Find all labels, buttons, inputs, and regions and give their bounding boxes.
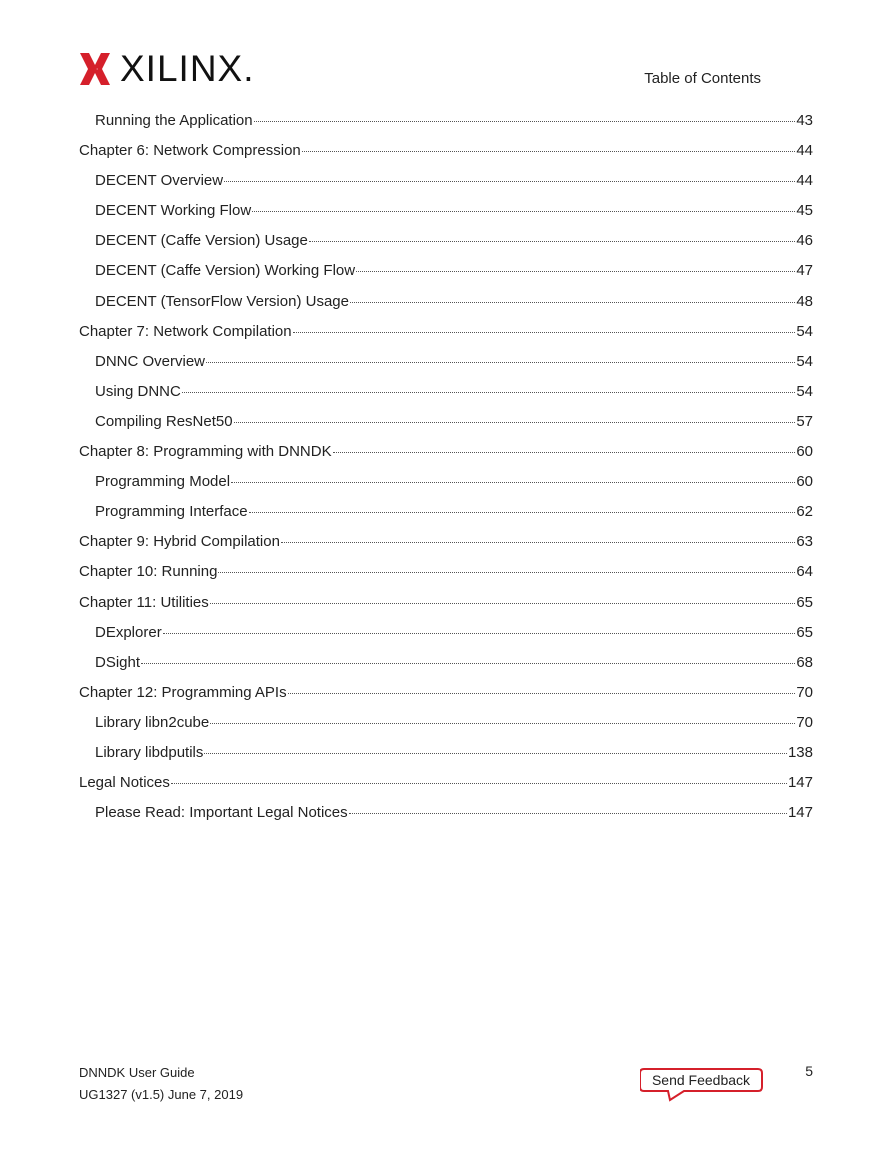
toc-entry-page[interactable]: 65	[796, 593, 813, 611]
toc-entry-page[interactable]: 60	[796, 473, 813, 491]
toc-entry-label[interactable]: DECENT (TensorFlow Version) Usage	[95, 292, 349, 310]
toc-entry-page[interactable]: 147	[787, 804, 813, 822]
logo-wordmark: XILINX.	[120, 48, 255, 89]
toc-section-entry[interactable]	[79, 382, 813, 412]
toc-dot-leader	[218, 572, 795, 573]
toc-dot-leader	[224, 181, 795, 182]
toc-section-entry[interactable]	[79, 623, 813, 653]
toc-entry-page[interactable]: 68	[796, 653, 813, 671]
toc-chapter-entry[interactable]	[79, 442, 813, 472]
toc-dot-leader	[254, 121, 796, 122]
toc-section-entry[interactable]	[79, 803, 813, 833]
toc-entry-label[interactable]: Chapter 8: Programming with DNNDK	[79, 443, 332, 461]
toc-entry-page[interactable]: 62	[796, 503, 813, 521]
toc-entry-page[interactable]: 54	[796, 352, 813, 370]
toc-entry-label[interactable]: DECENT Working Flow	[95, 202, 252, 220]
toc-entry-page[interactable]: 70	[796, 683, 813, 701]
toc-entry-page[interactable]: 48	[796, 292, 813, 310]
toc-entry-label[interactable]: Chapter 6: Network Compression	[79, 142, 301, 160]
toc-entry-page[interactable]: 44	[796, 142, 813, 160]
toc-entry-label[interactable]: Chapter 10: Running	[79, 563, 218, 581]
toc-entry-label[interactable]: Chapter 12: Programming APIs	[79, 683, 287, 701]
toc-dot-leader	[206, 362, 795, 363]
table-of-contents	[79, 111, 813, 833]
toc-entry-label[interactable]: DECENT Overview	[95, 172, 224, 190]
send-feedback-button[interactable]	[640, 1068, 762, 1101]
toc-entry-page[interactable]: 65	[796, 623, 813, 641]
toc-entry-label[interactable]: Chapter 7: Network Compilation	[79, 322, 292, 340]
section-title: Table of Contents	[644, 70, 761, 87]
toc-chapter-entry[interactable]	[79, 593, 813, 623]
toc-entry-page[interactable]: 54	[796, 322, 813, 340]
send-feedback-label[interactable]: Send Feedback	[651, 1072, 751, 1088]
toc-entry-label[interactable]: DECENT (Caffe Version) Working Flow	[95, 262, 356, 280]
toc-section-entry[interactable]	[79, 201, 813, 231]
toc-section-entry[interactable]	[79, 111, 813, 141]
toc-dot-leader	[350, 302, 795, 303]
toc-dot-leader	[333, 452, 796, 453]
toc-entry-page[interactable]: 147	[787, 774, 813, 792]
toc-entry-page[interactable]: 54	[796, 382, 813, 400]
toc-dot-leader	[171, 783, 787, 784]
toc-section-entry[interactable]	[79, 231, 813, 261]
toc-dot-leader	[234, 422, 796, 423]
toc-chapter-entry[interactable]	[79, 322, 813, 352]
toc-entry-label[interactable]: DExplorer	[95, 623, 162, 641]
toc-entry-page[interactable]: 45	[796, 202, 813, 220]
toc-dot-leader	[182, 392, 795, 393]
toc-entry-label[interactable]: DECENT (Caffe Version) Usage	[95, 232, 308, 250]
toc-dot-leader	[210, 723, 795, 724]
toc-entry-label[interactable]: DSight	[95, 653, 141, 671]
toc-dot-leader	[302, 151, 796, 152]
toc-chapter-entry[interactable]	[79, 683, 813, 713]
toc-dot-leader	[163, 633, 796, 634]
toc-section-entry[interactable]	[79, 261, 813, 291]
footer-document-info	[79, 1062, 243, 1106]
xilinx-logo	[80, 48, 255, 89]
toc-entry-page[interactable]: 60	[796, 443, 813, 461]
toc-dot-leader	[231, 482, 795, 483]
toc-entry-page[interactable]: 63	[796, 533, 813, 551]
toc-entry-label[interactable]: Library libdputils	[95, 743, 204, 761]
toc-dot-leader	[204, 753, 787, 754]
toc-entry-label[interactable]: Running the Application	[95, 112, 253, 129]
toc-entry-page[interactable]: 46	[796, 232, 813, 250]
toc-dot-leader	[288, 693, 796, 694]
toc-entry-label[interactable]: Programming Interface	[95, 503, 248, 521]
toc-entry-page[interactable]: 44	[796, 172, 813, 190]
toc-entry-page[interactable]: 43	[796, 112, 813, 129]
toc-entry-page[interactable]: 70	[796, 713, 813, 731]
toc-dot-leader	[281, 542, 795, 543]
toc-chapter-entry[interactable]	[79, 141, 813, 171]
toc-chapter-entry[interactable]	[79, 532, 813, 562]
toc-entry-label[interactable]: Chapter 9: Hybrid Compilation	[79, 533, 280, 551]
footer-doc-title: DNNDK User Guide	[79, 1065, 195, 1080]
toc-entry-label[interactable]: Library libn2cube	[95, 713, 210, 731]
xilinx-mark-icon	[80, 53, 110, 85]
toc-chapter-entry[interactable]	[79, 773, 813, 803]
toc-dot-leader	[141, 663, 795, 664]
toc-entry-label[interactable]: Compiling ResNet50	[95, 412, 233, 430]
toc-section-entry[interactable]	[79, 412, 813, 442]
toc-entry-page[interactable]: 47	[796, 262, 813, 280]
toc-section-entry[interactable]	[79, 352, 813, 382]
page-number: 5	[805, 1063, 813, 1079]
toc-dot-leader	[252, 211, 795, 212]
toc-section-entry[interactable]	[79, 472, 813, 502]
toc-dot-leader	[249, 512, 796, 513]
toc-entry-label[interactable]: DNNC Overview	[95, 352, 206, 370]
toc-entry-label[interactable]: Using DNNC	[95, 382, 181, 400]
toc-dot-leader	[210, 603, 796, 604]
toc-chapter-entry[interactable]	[79, 562, 813, 592]
toc-section-entry[interactable]	[79, 743, 813, 773]
toc-entry-label[interactable]: Please Read: Important Legal Notices	[95, 804, 348, 822]
toc-dot-leader	[349, 813, 787, 814]
toc-section-entry[interactable]	[79, 171, 813, 201]
toc-entry-label[interactable]: Programming Model	[95, 473, 231, 491]
toc-entry-page[interactable]: 57	[796, 412, 813, 430]
toc-entry-page[interactable]: 138	[787, 743, 813, 761]
toc-section-entry[interactable]	[79, 713, 813, 743]
toc-section-entry[interactable]	[79, 653, 813, 683]
toc-entry-page[interactable]: 64	[796, 563, 813, 581]
toc-section-entry[interactable]	[79, 502, 813, 532]
toc-dot-leader	[356, 271, 795, 272]
toc-dot-leader	[293, 332, 796, 333]
toc-entry-label[interactable]: Chapter 11: Utilities	[79, 593, 209, 611]
toc-entry-label[interactable]: Legal Notices	[79, 774, 170, 792]
toc-section-entry[interactable]	[79, 292, 813, 322]
toc-dot-leader	[309, 241, 795, 242]
footer-doc-id: UG1327 (v1.5) June 7, 2019	[79, 1087, 244, 1102]
